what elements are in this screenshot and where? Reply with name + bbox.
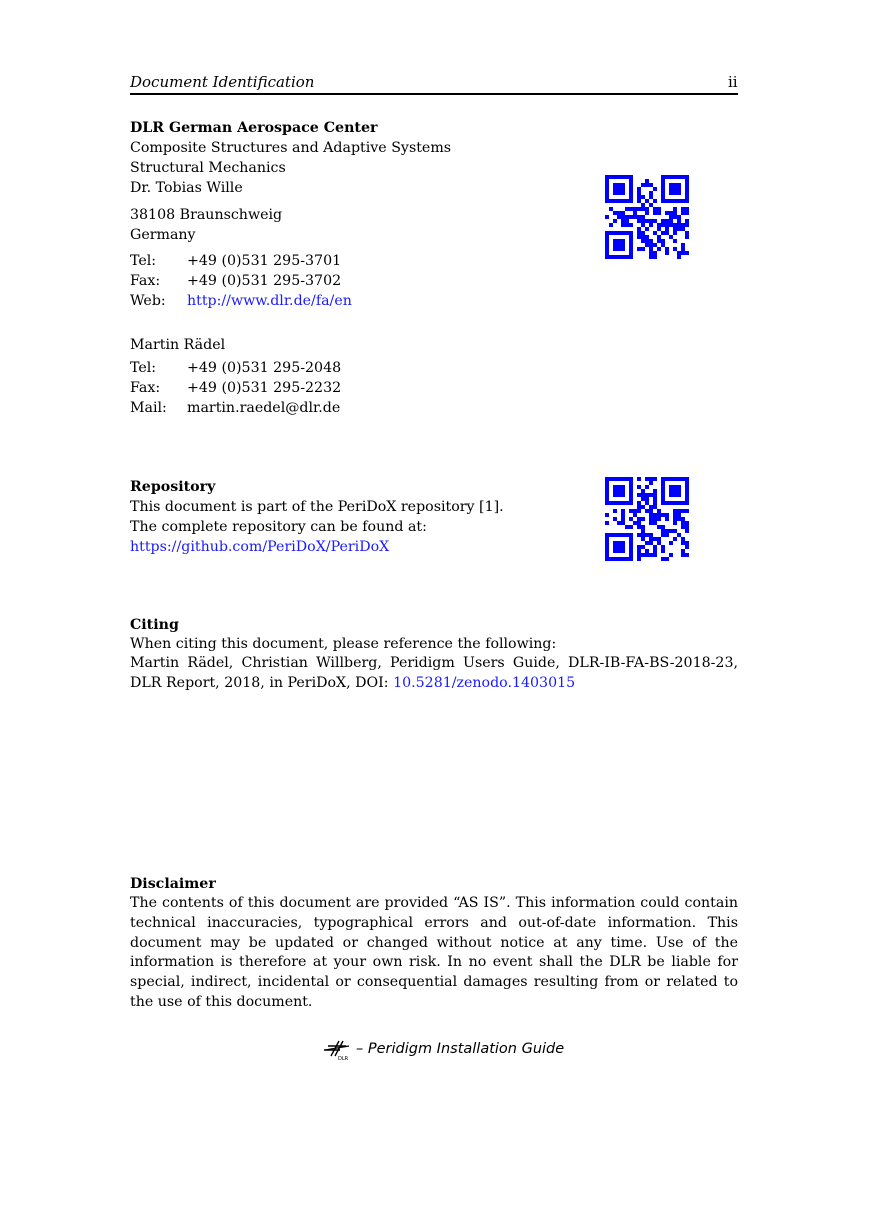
repository-line-2: The complete repository can be found at: <box>130 519 427 535</box>
author-tel-value: +49 (0)531 295-2048 <box>187 360 342 376</box>
footer-title: – Peridigm Installation Guide <box>356 1041 565 1057</box>
doi-link[interactable]: 10.5281/zenodo.1403015 <box>393 674 576 691</box>
footer <box>322 1036 564 1062</box>
author-tel-label: Tel: <box>130 360 157 376</box>
dlr-logo-text: DLR <box>338 1056 349 1061</box>
organization-department: Structural Mechanics <box>130 160 286 176</box>
author-name: Martin Rädel <box>130 337 226 353</box>
web-link[interactable]: http://www.dlr.de/fa/en <box>187 293 352 309</box>
dlr-logo-icon <box>322 1037 352 1061</box>
author-fax-label: Fax: <box>130 380 161 396</box>
fax-label: Fax: <box>130 273 161 289</box>
disclaimer-text: The contents of this document are provided “AS IS”. This information could contain technical inaccuracies, typographical errors and out-of-date information. This document may be updated or changed without notice at any time. Use of the information is therefore at your own risk. In no event shall the DLR be liable for special, indirect, incidental or consequential damages resulting from or related to the use of this document. <box>130 895 738 1010</box>
repository-heading: Repository <box>130 479 216 495</box>
organization-name: DLR German Aerospace Center <box>130 120 378 136</box>
page-number: ii <box>728 73 738 91</box>
web-label: Web: <box>130 293 166 309</box>
author-mail-value: martin.raedel@dlr.de <box>187 400 341 416</box>
organization-contact: Dr. Tobias Wille <box>130 180 243 196</box>
qr-code-icon <box>605 477 689 561</box>
fax-value: +49 (0)531 295-3702 <box>187 273 342 289</box>
citing-heading: Citing <box>130 617 179 633</box>
organization-division: Composite Structures and Adaptive Systems <box>130 140 452 156</box>
repository-link[interactable]: https://github.com/PeriDoX/PeriDoX <box>130 539 390 555</box>
repository-line-1: This document is part of the PeriDoX repository [1]. <box>130 499 504 515</box>
qr-code-icon <box>605 175 689 259</box>
organization-postal: 38108 Braunschweig <box>130 207 283 223</box>
tel-value: +49 (0)531 295-3701 <box>187 253 342 269</box>
citation-text <box>130 654 738 694</box>
citing-intro: When citing this document, please reference the following: <box>130 636 557 652</box>
citation-reference: Martin Rädel, Christian Willberg, Peridigm Users Guide, DLR-IB-FA-BS-2018-23, DLR Report, 2018, in PeriDoX, DOI: <box>130 655 738 691</box>
disclaimer-heading: Disclaimer <box>130 876 216 892</box>
header-rule <box>130 93 738 95</box>
running-header-title: Document Identification <box>130 73 315 91</box>
author-mail-label: Mail: <box>130 400 167 416</box>
author-fax-value: +49 (0)531 295-2232 <box>187 380 342 396</box>
tel-label: Tel: <box>130 253 157 269</box>
organization-country: Germany <box>130 227 196 243</box>
